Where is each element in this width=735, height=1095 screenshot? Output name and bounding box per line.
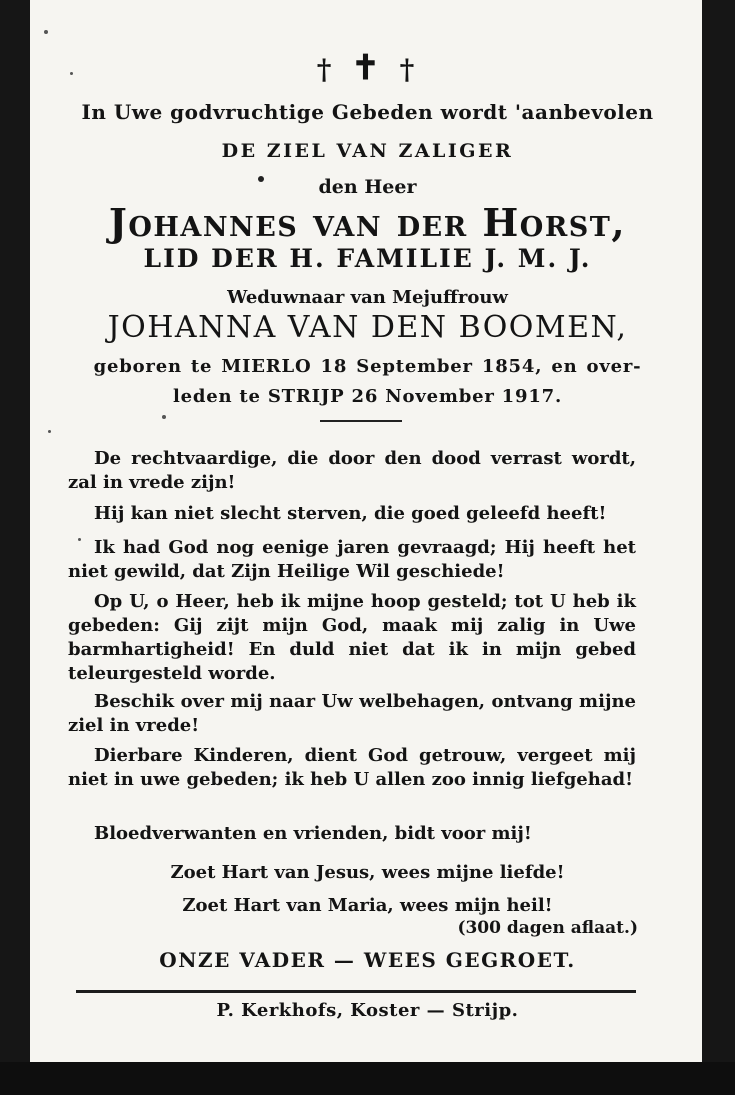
- prayer-paragraph: Dierbare Kinderen, dient God getrouw, vergeet mij niet in uwe gebeden; ik heb U allen zoo innig liefgehad!: [68, 745, 636, 790]
- divider-full: [76, 990, 636, 993]
- prayer-paragraph: Beschik over mij naar Uw welbehagen, ontvang mijne ziel in vrede!: [68, 691, 636, 736]
- spouse-name: JOHANNA VAN DEN BOOMEN,: [107, 310, 628, 345]
- printer-credit: P. Kerkhofs, Koster — Strijp.: [216, 1000, 519, 1021]
- prayer-paragraph: Op U, o Heer, heb ik mijne hoop gesteld; tot U heb ik gebeden: Gij zijt mijn God, maak mij zalig in Uwe barmhartigheid! En duld niet dat ik in mijn gebed teleurgesteld worde.: [68, 591, 636, 684]
- divider-short: [320, 420, 402, 422]
- cross-icon-center: ✝: [351, 48, 384, 88]
- crosses-ornament: [0, 48, 735, 90]
- prayer-paragraph: Ik had God nog eenige jaren gevraagd; Hij heeft het niet gewild, dat Zijn Heilige Wil geschiede!: [68, 537, 636, 582]
- title-line: den Heer: [318, 176, 417, 198]
- birth-line-1: geboren te MIERLO 18 September 1854, en over-: [93, 356, 642, 377]
- invocation-maria: Zoet Hart van Maria, wees mijn heil!: [182, 895, 553, 916]
- soul-heading: DE ZIEL VAN ZALIGER: [221, 140, 514, 162]
- cross-icon-left: †: [316, 53, 336, 86]
- intro-line: In Uwe godvruchtige Gebeden wordt 'aanbevolen: [81, 100, 654, 124]
- birth-line-2: leden te STRIJP 26 November 1917.: [172, 386, 563, 407]
- final-prayers: ONZE VADER — WEES GEGROET.: [159, 948, 576, 972]
- membership-line: LID DER H. FAMILIE J. M. J.: [143, 244, 592, 273]
- cross-icon-right: †: [399, 53, 419, 86]
- indulgence-note: (300 dagen aflaat.): [457, 918, 638, 938]
- card-bottom-edge: [0, 1062, 735, 1095]
- prayer-paragraph: Hij kan niet slecht sterven, die goed geleefd heeft!: [94, 503, 607, 524]
- deceased-name: Johannes van der Horst,: [108, 200, 627, 245]
- widower-line: Weduwnaar van Mejuffrouw: [227, 287, 508, 308]
- prayer-paragraph: Bloedverwanten en vrienden, bidt voor mij!: [94, 823, 532, 844]
- prayer-paragraph: De rechtvaardige, die door den dood verrast wordt, zal in vrede zijn!: [68, 448, 636, 493]
- invocation-jesus: Zoet Hart van Jesus, wees mijne liefde!: [170, 862, 565, 883]
